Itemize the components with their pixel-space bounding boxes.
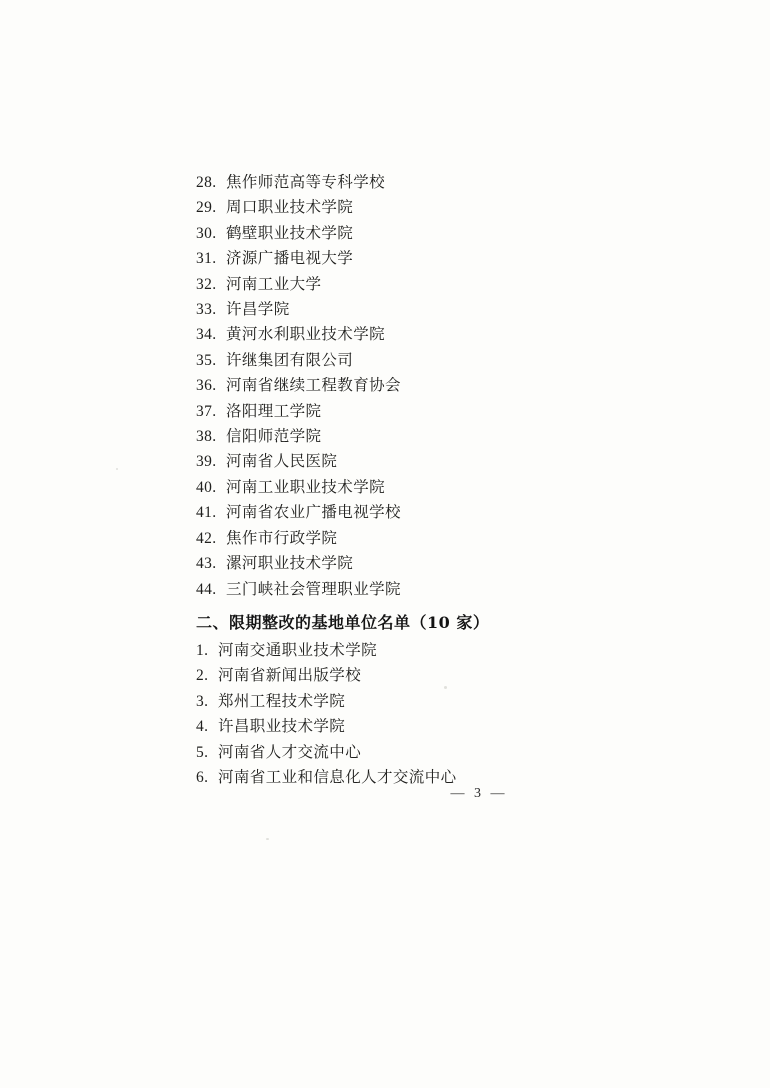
list-item-label: 鹤壁职业技术学院 — [226, 223, 354, 242]
list-item — [196, 195, 616, 220]
list-item-label: 河南省新闻出版学校 — [218, 666, 362, 685]
list-item — [196, 297, 616, 322]
list-item — [196, 577, 616, 602]
list-item-number: 4. — [196, 718, 209, 736]
list-item-label: 三门峡社会管理职业学院 — [226, 579, 401, 598]
list-item — [196, 526, 616, 551]
list-item — [196, 500, 616, 525]
list-item-label: 洛阳理工学院 — [226, 401, 322, 420]
list-item-number: 39. — [196, 453, 217, 471]
list-item — [196, 449, 616, 474]
list-item-label: 许昌职业技术学院 — [218, 717, 346, 736]
list-item-number: 31. — [196, 250, 217, 268]
list-item-number: 6. — [196, 768, 209, 786]
list-item — [196, 272, 616, 297]
list-item-number: 35. — [196, 351, 217, 369]
list-item-number: 43. — [196, 555, 217, 573]
list-item — [196, 689, 616, 714]
list-item-label: 焦作师范高等专科学校 — [226, 173, 386, 191]
section-two-list — [196, 638, 616, 790]
page-number: — 3 — — [450, 786, 508, 801]
list-item-number: 5. — [196, 743, 209, 761]
list-item — [196, 348, 616, 373]
list-item — [196, 322, 616, 347]
list-item-number: 3. — [196, 692, 209, 710]
list-item-number: 32. — [196, 275, 217, 293]
list-item-label: 河南省工业和信息化人才交流中心 — [218, 767, 457, 786]
list-item-number: 40. — [196, 478, 217, 496]
list-item-label: 河南工业大学 — [226, 274, 322, 293]
list-item-number: 38. — [196, 428, 217, 446]
list-item-label: 漯河职业技术学院 — [226, 554, 354, 573]
list-item-number: 2. — [196, 667, 209, 685]
list-item-number: 29. — [196, 199, 217, 217]
list-item-label: 许昌学院 — [226, 300, 290, 319]
list-item-label: 河南省继续工程教育协会 — [226, 376, 401, 395]
list-item-number: 30. — [196, 224, 217, 242]
list-item-number: 34. — [196, 326, 217, 344]
scan-speck — [266, 838, 269, 840]
section-heading: 二、限期整改的基地单位名单（10 家） — [196, 612, 490, 632]
list-item-number: 36. — [196, 377, 217, 395]
list-item-number: 42. — [196, 529, 217, 547]
list-item — [196, 399, 616, 424]
list-item-label: 河南工业职业技术学院 — [226, 477, 386, 496]
list-item — [196, 551, 616, 576]
list-item — [196, 714, 616, 739]
list-item-number: 1. — [196, 641, 209, 659]
list-item-label: 信阳师范学院 — [226, 427, 322, 446]
list-item — [196, 663, 616, 688]
list-item — [196, 170, 616, 195]
list-item-label: 许继集团有限公司 — [226, 350, 354, 369]
list-item-label: 河南省人民医院 — [226, 452, 338, 471]
document-body — [196, 170, 616, 790]
scan-speck — [116, 468, 118, 470]
list-item — [196, 424, 616, 449]
list-item — [196, 221, 616, 246]
list-item-number: 28. — [196, 174, 217, 191]
list-item-number: 33. — [196, 301, 217, 319]
list-item — [196, 740, 616, 765]
list-item-label: 河南交通职业技术学院 — [218, 640, 378, 659]
list-item-label: 河南省人才交流中心 — [218, 742, 362, 761]
list-item-label: 河南省农业广播电视学校 — [226, 503, 401, 522]
list-item-number: 44. — [196, 580, 217, 598]
list-item-label: 周口职业技术学院 — [226, 198, 354, 217]
list-item-number: 41. — [196, 504, 217, 522]
list-item-label: 济源广播电视大学 — [226, 249, 354, 268]
list-item — [196, 638, 616, 663]
list-item — [196, 373, 616, 398]
list-item-label: 郑州工程技术学院 — [218, 691, 346, 710]
list-item-label: 黄河水利职业技术学院 — [226, 325, 386, 344]
list-item — [196, 246, 616, 271]
list-item-number: 37. — [196, 402, 217, 420]
list-item — [196, 475, 616, 500]
list-item-label: 焦作市行政学院 — [226, 528, 338, 547]
